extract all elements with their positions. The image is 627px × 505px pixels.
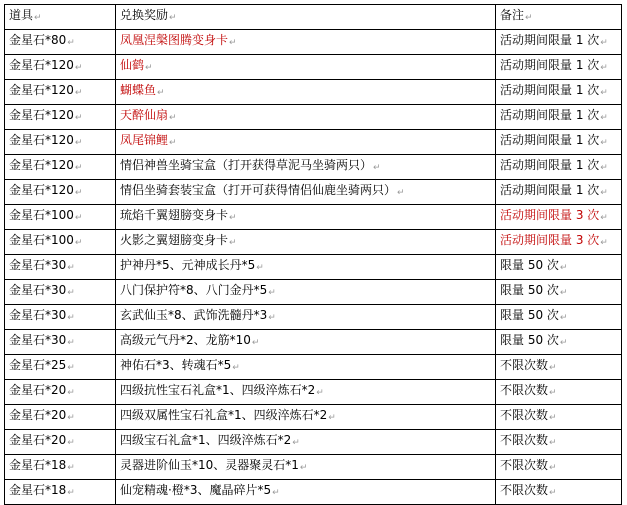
paragraph-mark-icon: ↵ xyxy=(559,338,568,348)
table-row xyxy=(5,280,622,305)
paragraph-mark-icon: ↵ xyxy=(67,363,75,373)
table-row xyxy=(5,180,622,205)
item-cell xyxy=(5,480,116,505)
note-cell xyxy=(496,480,622,505)
item-cell xyxy=(5,405,116,430)
reward-cell xyxy=(116,455,496,480)
reward-cell xyxy=(116,155,496,180)
item-cell-text: 金星石*80 xyxy=(9,33,67,47)
reward-cell-text: 四级抗性宝石礼盒*1、四级淬炼石*2 xyxy=(120,383,316,397)
item-cell xyxy=(5,330,116,355)
paragraph-mark-icon: ↵ xyxy=(67,438,75,448)
item-cell xyxy=(5,130,116,155)
note-cell-text: 不限次数 xyxy=(500,358,549,372)
note-cell xyxy=(496,330,622,355)
note-cell xyxy=(496,255,622,280)
item-cell xyxy=(5,305,116,330)
note-cell-text: 活动期间限量 1 次 xyxy=(500,158,600,172)
item-cell xyxy=(5,255,116,280)
paragraph-mark-icon: ↵ xyxy=(74,63,83,73)
item-cell xyxy=(5,30,116,55)
reward-cell xyxy=(116,205,496,230)
reward-cell xyxy=(116,105,496,130)
reward-cell-text: 凤凰涅槃图腾变身卡 xyxy=(120,33,229,47)
item-cell-text: 金星石*120 xyxy=(9,83,74,97)
table-body xyxy=(5,30,622,505)
paragraph-mark-icon: ↵ xyxy=(549,488,557,498)
reward-cell-text: 四级宝石礼盒*1、四级淬炼石*2 xyxy=(120,433,292,447)
paragraph-mark-icon: ↵ xyxy=(229,238,237,248)
header-cell-reward xyxy=(116,5,496,30)
paragraph-mark-icon: ↵ xyxy=(74,163,83,173)
table-row xyxy=(5,480,622,505)
table-row xyxy=(5,455,622,480)
paragraph-mark-icon: ↵ xyxy=(251,338,260,348)
note-cell-text: 活动期间限量 1 次 xyxy=(500,33,600,47)
paragraph-mark-icon: ↵ xyxy=(34,13,42,23)
paragraph-mark-icon: ↵ xyxy=(292,438,300,448)
note-cell-text: 活动期间限量 1 次 xyxy=(500,133,600,147)
header-cell-note xyxy=(496,5,622,30)
paragraph-mark-icon: ↵ xyxy=(67,38,75,48)
paragraph-mark-icon: ↵ xyxy=(74,213,83,223)
paragraph-mark-icon: ↵ xyxy=(67,263,75,273)
paragraph-mark-icon: ↵ xyxy=(600,38,608,48)
paragraph-mark-icon: ↵ xyxy=(67,288,75,298)
note-cell xyxy=(496,80,622,105)
paragraph-mark-icon: ↵ xyxy=(67,338,75,348)
header-label: 备注 xyxy=(500,8,525,22)
paragraph-mark-icon: ↵ xyxy=(74,188,83,198)
header-label: 道具 xyxy=(9,8,34,22)
note-cell-text: 限量 50 次 xyxy=(500,333,559,347)
table-row xyxy=(5,30,622,55)
note-cell-text: 不限次数 xyxy=(500,458,549,472)
table-row xyxy=(5,105,622,130)
note-cell-text: 限量 50 次 xyxy=(500,283,559,297)
reward-cell-text: 天醉仙扇 xyxy=(120,108,169,122)
table-row xyxy=(5,330,622,355)
paragraph-mark-icon: ↵ xyxy=(74,138,83,148)
note-cell xyxy=(496,180,622,205)
note-cell xyxy=(496,130,622,155)
reward-cell xyxy=(116,255,496,280)
item-cell-text: 金星石*120 xyxy=(9,158,74,172)
item-cell xyxy=(5,455,116,480)
paragraph-mark-icon: ↵ xyxy=(229,38,237,48)
note-cell xyxy=(496,430,622,455)
header-label: 兑换奖励 xyxy=(120,8,169,22)
reward-cell xyxy=(116,230,496,255)
paragraph-mark-icon: ↵ xyxy=(549,413,557,423)
reward-exchange-table xyxy=(4,4,622,505)
reward-cell-text: 玄武仙玉*8、武饰洗髓丹*3 xyxy=(120,308,268,322)
item-cell xyxy=(5,155,116,180)
paragraph-mark-icon: ↵ xyxy=(600,138,608,148)
note-cell xyxy=(496,305,622,330)
paragraph-mark-icon: ↵ xyxy=(328,413,336,423)
paragraph-mark-icon: ↵ xyxy=(256,263,264,273)
paragraph-mark-icon: ↵ xyxy=(600,188,608,198)
table-row xyxy=(5,205,622,230)
paragraph-mark-icon: ↵ xyxy=(373,163,381,173)
item-cell xyxy=(5,430,116,455)
table-row xyxy=(5,80,622,105)
reward-cell xyxy=(116,430,496,455)
reward-cell-text: 高级元气丹*2、龙筋*10 xyxy=(120,333,251,347)
table-header-row xyxy=(5,5,622,30)
item-cell-text: 金星石*120 xyxy=(9,183,74,197)
paragraph-mark-icon: ↵ xyxy=(157,88,165,98)
paragraph-mark-icon: ↵ xyxy=(74,113,83,123)
item-cell xyxy=(5,380,116,405)
note-cell xyxy=(496,355,622,380)
item-cell-text: 金星石*30 xyxy=(9,283,67,297)
table-row xyxy=(5,380,622,405)
note-cell-text: 不限次数 xyxy=(500,433,549,447)
reward-cell-text: 仙宠精魂·橙*3、魔晶碎片*5 xyxy=(120,483,272,497)
item-cell-text: 金星石*30 xyxy=(9,308,67,322)
reward-cell-text: 凤尾锦鲤 xyxy=(120,133,169,147)
item-cell xyxy=(5,280,116,305)
table-row xyxy=(5,255,622,280)
table-row xyxy=(5,355,622,380)
reward-cell-text: 神佑石*3、转魂石*5 xyxy=(120,358,232,372)
table-row xyxy=(5,130,622,155)
note-cell-text: 限量 50 次 xyxy=(500,308,559,322)
item-cell-text: 金星石*20 xyxy=(9,433,67,447)
paragraph-mark-icon: ↵ xyxy=(67,488,75,498)
reward-cell xyxy=(116,380,496,405)
paragraph-mark-icon: ↵ xyxy=(397,188,405,198)
paragraph-mark-icon: ↵ xyxy=(549,438,557,448)
item-cell xyxy=(5,180,116,205)
note-cell xyxy=(496,455,622,480)
reward-cell xyxy=(116,130,496,155)
note-cell xyxy=(496,105,622,130)
table-row xyxy=(5,55,622,80)
paragraph-mark-icon: ↵ xyxy=(525,13,533,23)
paragraph-mark-icon: ↵ xyxy=(268,288,276,298)
note-cell-text: 活动期间限量 3 次 xyxy=(500,233,600,247)
paragraph-mark-icon: ↵ xyxy=(549,363,557,373)
item-cell-text: 金星石*25 xyxy=(9,358,67,372)
paragraph-mark-icon: ↵ xyxy=(67,313,75,323)
paragraph-mark-icon: ↵ xyxy=(600,213,608,223)
item-cell xyxy=(5,80,116,105)
table-row xyxy=(5,405,622,430)
paragraph-mark-icon: ↵ xyxy=(67,388,75,398)
reward-cell xyxy=(116,305,496,330)
item-cell-text: 金星石*18 xyxy=(9,458,67,472)
paragraph-mark-icon: ↵ xyxy=(169,138,177,148)
note-cell xyxy=(496,380,622,405)
note-cell-text: 活动期间限量 1 次 xyxy=(500,83,600,97)
reward-cell-text: 四级双属性宝石礼盒*1、四级淬炼石*2 xyxy=(120,408,328,422)
paragraph-mark-icon: ↵ xyxy=(74,238,83,248)
item-cell-text: 金星石*120 xyxy=(9,133,74,147)
note-cell xyxy=(496,155,622,180)
item-cell-text: 金星石*20 xyxy=(9,383,67,397)
reward-cell-text: 琉焰千翼翅膀变身卡 xyxy=(120,208,229,222)
note-cell-text: 限量 50 次 xyxy=(500,258,559,272)
table-row xyxy=(5,230,622,255)
item-cell-text: 金星石*100 xyxy=(9,233,74,247)
reward-cell xyxy=(116,355,496,380)
paragraph-mark-icon: ↵ xyxy=(169,113,177,123)
item-cell-text: 金星石*30 xyxy=(9,333,67,347)
item-cell-text: 金星石*30 xyxy=(9,258,67,272)
note-cell-text: 活动期间限量 1 次 xyxy=(500,183,600,197)
paragraph-mark-icon: ↵ xyxy=(145,63,153,73)
reward-cell-text: 八门保护符*8、八门金丹*5 xyxy=(120,283,268,297)
reward-cell xyxy=(116,80,496,105)
table-row xyxy=(5,305,622,330)
reward-cell xyxy=(116,30,496,55)
item-cell xyxy=(5,105,116,130)
header-cell-item xyxy=(5,5,116,30)
paragraph-mark-icon: ↵ xyxy=(268,313,276,323)
paragraph-mark-icon: ↵ xyxy=(600,113,608,123)
note-cell-text: 活动期间限量 1 次 xyxy=(500,108,600,122)
note-cell xyxy=(496,230,622,255)
paragraph-mark-icon: ↵ xyxy=(272,488,280,498)
reward-cell-text: 护神丹*5、元神成长丹*5 xyxy=(120,258,256,272)
reward-cell-text: 情侣神兽坐骑宝盒（打开获得草泥马坐骑两只） xyxy=(120,158,373,172)
reward-cell-text: 蝴蝶鱼 xyxy=(120,83,157,97)
paragraph-mark-icon: ↵ xyxy=(232,363,240,373)
paragraph-mark-icon: ↵ xyxy=(600,88,608,98)
table-row xyxy=(5,155,622,180)
note-cell xyxy=(496,205,622,230)
reward-cell-text: 情侣坐骑套装宝盒（打开可获得情侣仙鹿坐骑两只） xyxy=(120,183,397,197)
item-cell xyxy=(5,230,116,255)
paragraph-mark-icon: ↵ xyxy=(67,463,75,473)
table-row xyxy=(5,430,622,455)
item-cell-text: 金星石*120 xyxy=(9,108,74,122)
reward-cell xyxy=(116,480,496,505)
paragraph-mark-icon: ↵ xyxy=(74,88,83,98)
item-cell xyxy=(5,55,116,80)
reward-exchange-table-container xyxy=(4,4,622,505)
note-cell-text: 不限次数 xyxy=(500,408,549,422)
note-cell-text: 活动期间限量 1 次 xyxy=(500,58,600,72)
reward-cell-text: 仙鹤 xyxy=(120,58,145,72)
reward-cell xyxy=(116,55,496,80)
paragraph-mark-icon: ↵ xyxy=(600,63,608,73)
reward-cell-text: 灵器进阶仙玉*10、灵器聚灵石*1 xyxy=(120,458,299,472)
paragraph-mark-icon: ↵ xyxy=(559,263,568,273)
note-cell xyxy=(496,405,622,430)
item-cell xyxy=(5,205,116,230)
note-cell-text: 不限次数 xyxy=(500,483,549,497)
item-cell xyxy=(5,355,116,380)
paragraph-mark-icon: ↵ xyxy=(169,13,177,23)
paragraph-mark-icon: ↵ xyxy=(600,163,608,173)
paragraph-mark-icon: ↵ xyxy=(600,238,608,248)
paragraph-mark-icon: ↵ xyxy=(299,463,308,473)
paragraph-mark-icon: ↵ xyxy=(559,313,568,323)
reward-cell xyxy=(116,330,496,355)
item-cell-text: 金星石*120 xyxy=(9,58,74,72)
paragraph-mark-icon: ↵ xyxy=(559,288,568,298)
note-cell xyxy=(496,280,622,305)
paragraph-mark-icon: ↵ xyxy=(549,388,557,398)
note-cell-text: 不限次数 xyxy=(500,383,549,397)
item-cell-text: 金星石*18 xyxy=(9,483,67,497)
note-cell-text: 活动期间限量 3 次 xyxy=(500,208,600,222)
paragraph-mark-icon: ↵ xyxy=(67,413,75,423)
reward-cell-text: 火影之翼翅膀变身卡 xyxy=(120,233,229,247)
note-cell xyxy=(496,55,622,80)
paragraph-mark-icon: ↵ xyxy=(549,463,557,473)
reward-cell xyxy=(116,405,496,430)
item-cell-text: 金星石*100 xyxy=(9,208,74,222)
paragraph-mark-icon: ↵ xyxy=(229,213,237,223)
item-cell-text: 金星石*20 xyxy=(9,408,67,422)
note-cell xyxy=(496,30,622,55)
reward-cell xyxy=(116,180,496,205)
paragraph-mark-icon: ↵ xyxy=(316,388,324,398)
reward-cell xyxy=(116,280,496,305)
